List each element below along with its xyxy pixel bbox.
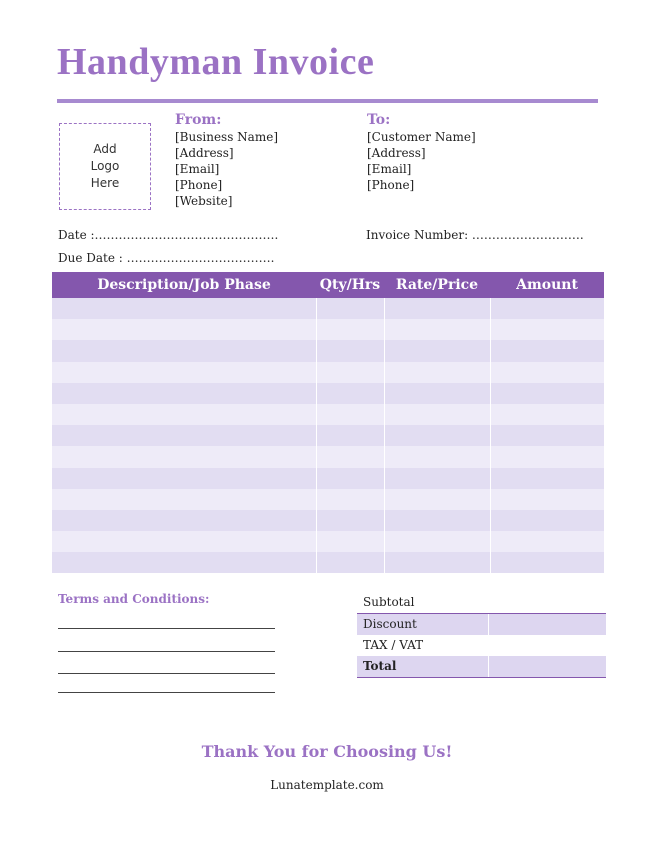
table-row	[52, 425, 604, 446]
rate-cell[interactable]	[384, 468, 490, 489]
rate-cell[interactable]	[384, 404, 490, 425]
amount-cell[interactable]	[490, 340, 604, 361]
description-cell[interactable]	[52, 489, 316, 510]
invoice-number-field[interactable]: Invoice Number: ……………………….	[366, 228, 584, 242]
qty-cell[interactable]	[316, 404, 384, 425]
title-divider	[57, 99, 598, 103]
from-email[interactable]: [Email]	[175, 162, 220, 176]
rate-cell[interactable]	[384, 362, 490, 383]
to-email[interactable]: [Email]	[367, 162, 412, 176]
rate-cell[interactable]	[384, 319, 490, 340]
description-cell[interactable]	[52, 425, 316, 446]
discount-row	[357, 614, 606, 635]
from-heading: From:	[175, 112, 222, 128]
qty-cell[interactable]	[316, 362, 384, 383]
qty-cell[interactable]	[316, 531, 384, 552]
terms-line[interactable]	[58, 628, 275, 629]
description-cell[interactable]	[52, 552, 316, 573]
to-address[interactable]: [Address]	[367, 146, 426, 160]
amount-cell[interactable]	[490, 531, 604, 552]
amount-cell[interactable]	[490, 383, 604, 404]
table-row	[52, 468, 604, 489]
logo-placeholder-text: Add Logo Here	[90, 142, 120, 190]
table-row	[52, 362, 604, 383]
to-customer-name[interactable]: [Customer Name]	[367, 130, 476, 144]
amount-cell[interactable]	[490, 319, 604, 340]
rate-cell[interactable]	[384, 425, 490, 446]
amount-cell[interactable]	[490, 298, 604, 319]
rate-cell[interactable]	[384, 552, 490, 573]
rate-cell[interactable]	[384, 531, 490, 552]
items-table	[52, 272, 604, 573]
qty-cell[interactable]	[316, 552, 384, 573]
table-row	[52, 531, 604, 552]
qty-cell[interactable]	[316, 298, 384, 319]
amount-cell[interactable]	[490, 425, 604, 446]
description-cell[interactable]	[52, 383, 316, 404]
from-website[interactable]: [Website]	[175, 194, 233, 208]
due-date-field[interactable]: Due Date : ……………………………….	[58, 251, 275, 265]
rate-cell[interactable]	[384, 489, 490, 510]
discount-label: Discount	[363, 617, 417, 631]
amount-cell[interactable]	[490, 468, 604, 489]
qty-cell[interactable]	[316, 425, 384, 446]
description-cell[interactable]	[52, 340, 316, 361]
from-block	[175, 112, 278, 209]
total-label: Total	[363, 659, 397, 673]
terms-line[interactable]	[58, 673, 275, 674]
to-phone[interactable]: [Phone]	[367, 178, 415, 192]
table-row	[52, 298, 604, 319]
table-row	[52, 383, 604, 404]
amount-cell[interactable]	[490, 510, 604, 531]
qty-cell[interactable]	[316, 340, 384, 361]
total-row	[357, 656, 606, 678]
qty-cell[interactable]	[316, 510, 384, 531]
rate-cell[interactable]	[384, 340, 490, 361]
thank-you-message: Thank You for Choosing Us!	[201, 742, 453, 761]
amount-cell[interactable]	[490, 446, 604, 467]
to-heading: To:	[367, 112, 391, 128]
from-phone[interactable]: [Phone]	[175, 178, 223, 192]
amount-cell[interactable]	[490, 362, 604, 383]
qty-cell[interactable]	[316, 446, 384, 467]
header-description: Description/Job Phase	[52, 272, 316, 298]
table-row	[52, 404, 604, 425]
tax-label: TAX / VAT	[363, 638, 424, 652]
from-address[interactable]: [Address]	[175, 146, 234, 160]
terms-line[interactable]	[58, 651, 275, 652]
rate-cell[interactable]	[384, 298, 490, 319]
to-block	[367, 112, 476, 193]
description-cell[interactable]	[52, 510, 316, 531]
subtotal-row	[357, 592, 606, 614]
amount-cell[interactable]	[490, 552, 604, 573]
discount-value-cell[interactable]	[488, 614, 489, 635]
terms-line[interactable]	[58, 692, 275, 693]
website-footer[interactable]: Lunatemplate.com	[270, 778, 384, 792]
terms-heading: Terms and Conditions:	[58, 592, 210, 606]
tax-row	[357, 635, 606, 656]
header-amount: Amount	[490, 272, 604, 298]
header-rate-price: Rate/Price	[384, 272, 490, 298]
rate-cell[interactable]	[384, 510, 490, 531]
amount-cell[interactable]	[490, 489, 604, 510]
header-qty-hrs: Qty/Hrs	[316, 272, 384, 298]
table-row	[52, 552, 604, 573]
table-row	[52, 446, 604, 467]
description-cell[interactable]	[52, 531, 316, 552]
date-field[interactable]: Date :……………………………………….	[58, 228, 279, 242]
amount-cell[interactable]	[490, 404, 604, 425]
from-business-name[interactable]: [Business Name]	[175, 130, 279, 144]
qty-cell[interactable]	[316, 489, 384, 510]
qty-cell[interactable]	[316, 468, 384, 489]
description-cell[interactable]	[52, 319, 316, 340]
total-value-cell[interactable]	[488, 656, 489, 677]
description-cell[interactable]	[52, 446, 316, 467]
items-header-row	[52, 272, 604, 298]
table-row	[52, 489, 604, 510]
rate-cell[interactable]	[384, 446, 490, 467]
logo-placeholder[interactable]	[59, 123, 151, 210]
description-cell[interactable]	[52, 404, 316, 425]
description-cell[interactable]	[52, 362, 316, 383]
qty-cell[interactable]	[316, 383, 384, 404]
description-cell[interactable]	[52, 468, 316, 489]
table-row	[52, 510, 604, 531]
items-body	[52, 298, 604, 573]
table-row	[52, 319, 604, 340]
rate-cell[interactable]	[384, 383, 490, 404]
description-cell[interactable]	[52, 298, 316, 319]
subtotal-label: Subtotal	[363, 595, 415, 609]
table-row	[52, 340, 604, 361]
invoice-title: Handyman Invoice	[57, 41, 375, 83]
qty-cell[interactable]	[316, 319, 384, 340]
